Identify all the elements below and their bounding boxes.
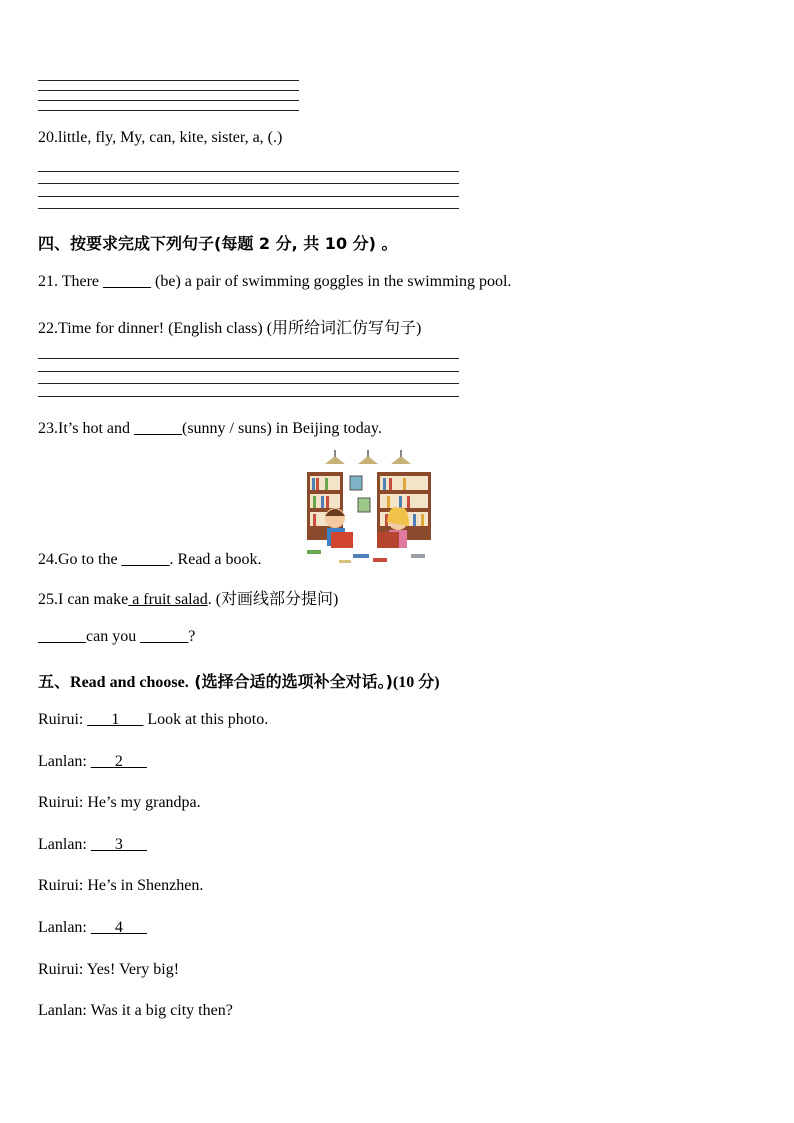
question-21-blank[interactable]: ______ — [103, 273, 152, 290]
dialogue-speaker: Ruirui: — [38, 961, 84, 978]
question-22: 22.Time for dinner! (English class) (用所给词汇仿写句子) — [38, 320, 422, 337]
question-21-dot: . There — [54, 273, 100, 290]
dialogue-speaker: Ruirui: — [38, 794, 84, 811]
dialogue-speaker: Lanlan: — [38, 836, 87, 853]
dialogue-line — [38, 794, 201, 812]
answer-end: ? — [188, 628, 196, 645]
question-21-number: 21 — [38, 273, 54, 290]
answer-line — [38, 208, 459, 209]
answer-line — [38, 183, 459, 184]
question-25 — [38, 586, 338, 609]
dialogue-text: He’s my grandpa. — [87, 794, 201, 811]
answer-line — [38, 80, 299, 81]
dialogue-speaker: Lanlan: — [38, 1002, 87, 1019]
section-5-number: 五、 — [38, 672, 71, 691]
dialogue-blank[interactable]: ___4___ — [90, 919, 147, 936]
answer-line — [38, 358, 459, 359]
question-25-underlined: a fruit salad — [128, 591, 208, 608]
question-25-rest: . (对画线部分提问) — [207, 591, 339, 608]
dialogue-speaker: Ruirui: — [38, 711, 84, 728]
question-25-start: 25.I can make — [38, 591, 129, 608]
answer-line — [38, 90, 299, 91]
section-4-heading: 四、按要求完成下列句子(每题 2 分, 共 10 分) 。 — [38, 234, 398, 253]
question-23-blank[interactable]: ______ — [134, 420, 182, 437]
dialogue-blank[interactable]: ___1___ — [87, 711, 144, 728]
question-24-blank[interactable]: ______ — [121, 551, 170, 568]
question-21 — [38, 273, 511, 291]
question-24 — [38, 551, 262, 569]
dialogue-line — [38, 753, 147, 771]
answer-line — [38, 196, 459, 197]
question-23 — [38, 420, 382, 438]
question-24-rest: . Read a book. — [169, 551, 262, 568]
dialogue-text: Yes! Very big! — [86, 961, 180, 978]
answer-line — [38, 110, 299, 111]
dialogue-speaker: Lanlan: — [38, 919, 87, 936]
dialogue-line — [38, 961, 179, 979]
question-20: 20.little, fly, My, can, kite, sister, a, (.) — [38, 129, 283, 146]
answer-line — [38, 396, 459, 397]
section-5-title: Read and choose. — [70, 674, 189, 691]
answer-line — [38, 383, 459, 384]
dialogue-text: He’s in Shenzhen. — [87, 877, 204, 894]
answer-line — [38, 100, 299, 101]
answer-line — [38, 371, 459, 372]
dialogue-blank[interactable]: ___2___ — [90, 753, 147, 770]
question-23-start: 23.It’s hot and — [38, 420, 130, 437]
section-5-heading — [38, 669, 440, 692]
dialogue-blank[interactable]: ___3___ — [90, 836, 147, 853]
library-reading-icon — [303, 450, 435, 568]
question-23-rest: (sunny / suns) in Beijing today. — [182, 420, 382, 437]
section-5-instruction: (选择合适的选项补全对话。) — [188, 672, 393, 691]
question-25-answer — [38, 628, 195, 646]
answer-blank-1[interactable]: ______ — [38, 628, 86, 645]
library-reading-illustration — [303, 450, 435, 568]
dialogue-speaker: Ruirui: — [38, 877, 84, 894]
answer-blank-2[interactable]: ______ — [140, 628, 189, 645]
dialogue-line — [38, 919, 147, 937]
question-24-start: 24.Go to the — [38, 551, 118, 568]
dialogue-line — [38, 877, 203, 895]
section-5-score: (10 分) — [392, 674, 440, 691]
answer-line — [38, 171, 459, 172]
dialogue-text: Was it a big city then? — [90, 1002, 233, 1019]
dialogue-text: Look at this photo. — [147, 711, 269, 728]
dialogue-line — [38, 836, 147, 854]
dialogue-speaker: Lanlan: — [38, 753, 87, 770]
question-21-rest: (be) a pair of swimming goggles in the swimming pool. — [155, 273, 512, 290]
answer-middle: can you — [86, 628, 137, 645]
dialogue-line — [38, 1002, 233, 1020]
dialogue-line — [38, 711, 268, 729]
